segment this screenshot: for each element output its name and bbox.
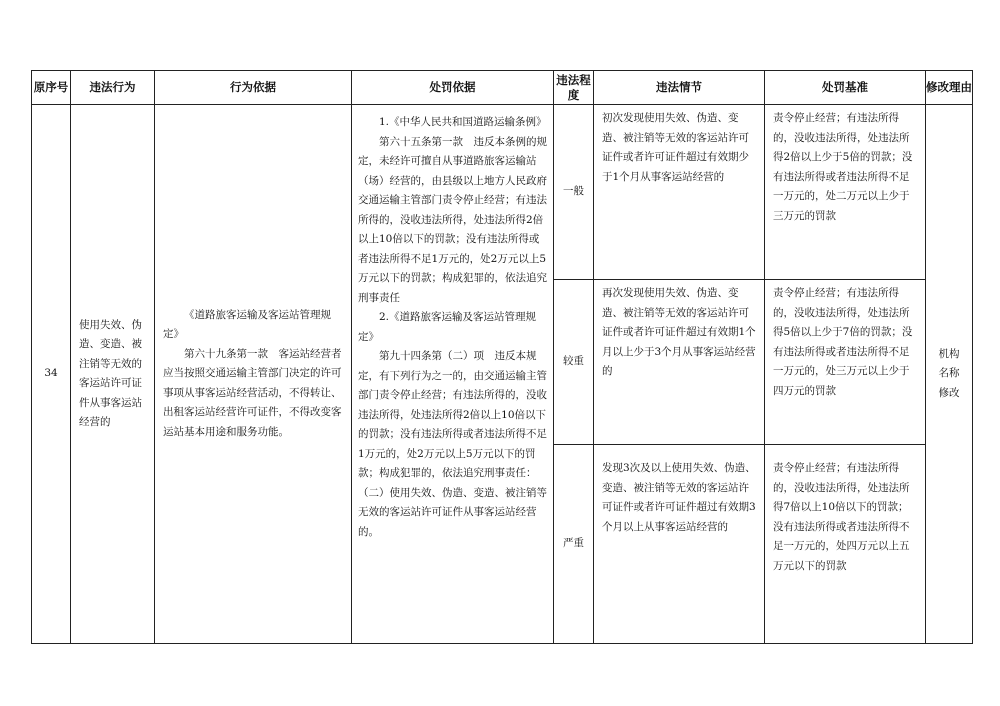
- penalty-table: [31, 70, 973, 644]
- standard-general: 责令停止经营；有违法所得的，没收违法所得，处违法所得2倍以上少于5倍的罚款；没有违法所得或者违法所得不足一万元的，处二万元以上少于三万元的罚款: [765, 105, 926, 280]
- circumstance-general: 初次发现使用失效、伪造、变造、被注销等无效的客运站许可证件或者许可证件超过有效期少于1个月从事客运站经营的: [594, 105, 765, 280]
- penalty-law-1: 1.《中华人民共和国道路运输条例》: [379, 116, 547, 128]
- basis-body: 第六十九条第一款 客运站经营者应当按照交通运输主管部门决定的许可事项从事客运站经营活动，不得转让、出租客运站经营许可证件，不得改变客运站基本用途和服务功能。: [163, 347, 342, 438]
- penalty-basis: [352, 105, 554, 644]
- header-row: [32, 71, 973, 105]
- header-basis: 行为依据: [155, 71, 352, 105]
- basis-title: 《道路旅客运输及客运站管理规定》: [163, 308, 331, 341]
- penalty-article-1: 第六十五条第一款 违反本条例的规定，未经许可擅自从事道路旅客运输站（场）经营的，由县级以上地方人民政府交通运输主管部门责令停止经营；有违法所得的，没收违法所得，处违法所得2倍以上10倍以下的罚款；没有违法所得或者违法所得不足1万元的，处2万元以上5万元以下的罚款；构成犯罪的，依法追究刑事责任: [358, 135, 547, 304]
- circumstance-serious: 再次发现使用失效、伪造、变造、被注销等无效的客运站许可证件或者许可证件超过有效期1个月以上少于3个月从事客运站经营的: [594, 280, 765, 445]
- modify-reason: 机构名称修改: [926, 105, 973, 644]
- standard-serious: 责令停止经营；有违法所得的，没收违法所得，处违法所得5倍以上少于7倍的罚款；没有违法所得或者违法所得不足一万元的，处三万元以上少于四万元的罚款: [765, 280, 926, 445]
- standard-severe: 责令停止经营；有违法所得的，没收违法所得，处违法所得7倍以上10倍以下的罚款；没有违法所得或者违法所得不足一万元的，处四万元以上五万元以下的罚款: [765, 445, 926, 644]
- header-act: 违法行为: [71, 71, 155, 105]
- violation-act: 使用失效、伪造、变造、被注销等无效的客运站许可证件从事客运站经营的: [71, 105, 155, 644]
- header-circumstance: 违法情节: [594, 71, 765, 105]
- degree-general: 一般: [554, 105, 594, 280]
- row-number: 34: [32, 105, 71, 644]
- table-row: [32, 105, 973, 280]
- circumstance-severe: 发现3次及以上使用失效、伪造、变造、被注销等无效的客运站许可证件或者许可证件超过有效期3个月以上从事客运站经营的: [594, 445, 765, 644]
- header-standard: 处罚基准: [765, 71, 926, 105]
- header-no: 原序号: [32, 71, 71, 105]
- header-modify: 修改理由: [926, 71, 973, 105]
- penalty-law-2: 2.《道路旅客运输及客运站管理规定》: [358, 311, 537, 343]
- penalty-article-2: 第九十四条第（二）项 违反本规定，有下列行为之一的，由交通运输主管部门责令停止经营；有违法所得的，没收违法所得，处违法所得2倍以上10倍以下的罚款；没有违法所得或者违法所得不足1万元的，处2万元以上5万元以下的罚款；构成犯罪的，依法追究刑事责任：（二）使用失效、伪造、变造、被注销等无效的客运站许可证件从事客运站经营的。: [358, 350, 547, 538]
- degree-severe: 严重: [554, 445, 594, 644]
- header-degree: 违法程度: [554, 71, 594, 105]
- degree-serious: 较重: [554, 280, 594, 445]
- act-basis: [155, 105, 352, 644]
- header-penalty: 处罚依据: [352, 71, 554, 105]
